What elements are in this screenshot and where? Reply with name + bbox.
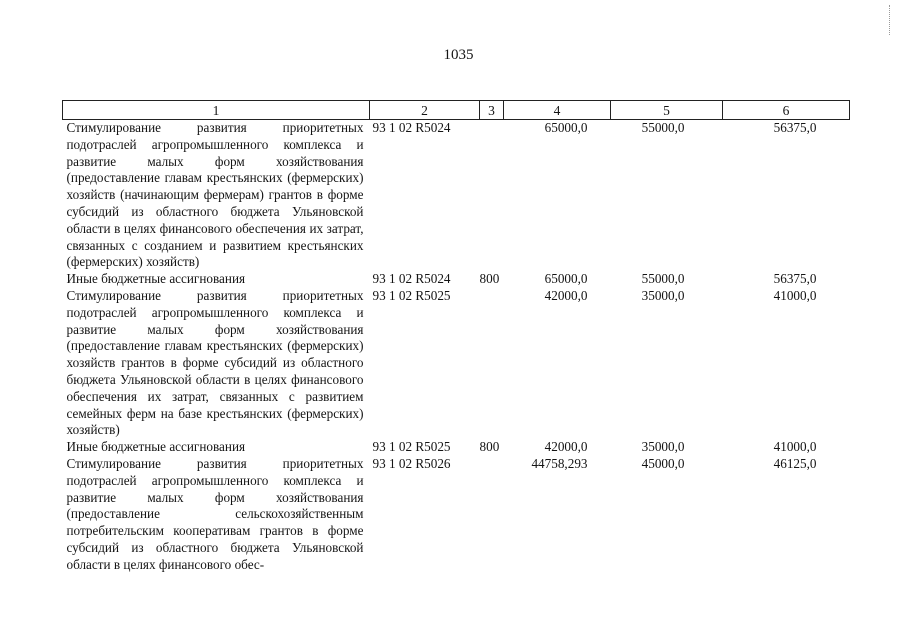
row-code: 93 1 02 R5025 (372, 439, 451, 455)
row-value-5: 45000,0 (641, 455, 685, 471)
row-value-4: 44758,293 (531, 455, 588, 471)
row-name: Стимулирование развития приоритетных подотраслей агропромышленного комплекса и развитие малых форм хозяйствования (предоставление главам крестьянских (фермерских) хозяйств грантов в форме субсидий из областного бюджета Ульяновской области в целях финансового обеспечения их затрат, связанных с развитием семейных ферм на базе крестьянских (фермерских) хозяйств) (66, 287, 364, 438)
column-header-1: 1 (63, 101, 370, 120)
row-code: 93 1 02 R5024 (372, 120, 451, 135)
row-value-4: 65000,0 (544, 271, 588, 287)
row-value-6: 46125,0 (773, 455, 817, 471)
row-value-4: 42000,0 (544, 439, 588, 455)
row-name: Стимулирование развития приоритетных подотраслей агропромышленного комплекса и развитие малых форм хозяйствования (предоставление главам крестьянских (фермерских) хозяйств (начинающим фермерам) грантов в форме субсидий из областного бюджета Ульяновской области в целях финансового обеспечения их затрат, связанных с созданием и развитием крестьянских (фермерских) хозяйств) (66, 120, 364, 270)
row-code: 93 1 02 R5026 (372, 455, 451, 471)
table-row (63, 271, 850, 288)
page-edge-mark (889, 5, 890, 35)
row-value-4: 65000,0 (544, 120, 588, 135)
row-value-6: 41000,0 (773, 439, 817, 455)
row-value-5: 35000,0 (641, 439, 685, 455)
table-row (63, 439, 850, 456)
row-value-5: 55000,0 (641, 120, 685, 135)
page-number: 1035 (443, 47, 474, 63)
row-value-6: 56375,0 (773, 120, 817, 135)
row-kvr: 800 (479, 271, 500, 287)
table-row (63, 120, 850, 272)
row-kvr (480, 288, 504, 439)
row-kvr (480, 456, 504, 574)
row-value-5: 35000,0 (641, 287, 685, 303)
column-header-3: 3 (480, 101, 504, 120)
table-header-row (63, 101, 850, 120)
row-value-6: 56375,0 (773, 271, 817, 287)
row-value-4: 42000,0 (544, 287, 588, 303)
row-kvr: 800 (479, 439, 500, 455)
row-name: Иные бюджетные ассигнования (66, 439, 246, 455)
row-kvr (480, 120, 504, 272)
row-name: Иные бюджетные ассигнования (66, 271, 246, 287)
column-header-4: 4 (504, 101, 611, 120)
row-name: Стимулирование развития приоритетных подотраслей агропромышленного комплекса и развитие малых форм хозяйствования (предоставление сельскохозяйственным потребительским кооперативам грантов в форме субсидий из областного бюджета Ульяновской области в целях финансового обес- (66, 455, 364, 572)
column-header-6: 6 (723, 101, 850, 120)
row-code: 93 1 02 R5025 (372, 287, 451, 303)
row-value-6: 41000,0 (773, 287, 817, 303)
budget-table (62, 100, 850, 574)
column-header-5: 5 (611, 101, 723, 120)
table-row (63, 288, 850, 439)
row-code: 93 1 02 R5024 (372, 271, 451, 287)
table-row (63, 456, 850, 574)
row-value-5: 55000,0 (641, 271, 685, 287)
column-header-2: 2 (370, 101, 480, 120)
